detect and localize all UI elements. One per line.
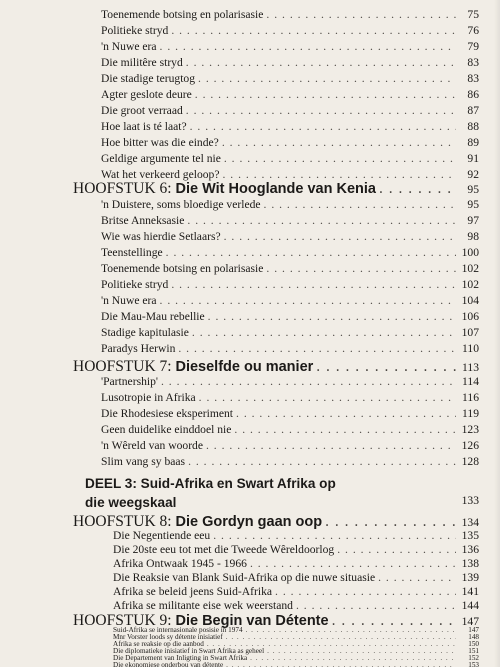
entry-page: 141 <box>461 585 479 598</box>
entry-page: 95 <box>467 198 479 211</box>
entry-page: 83 <box>467 72 479 85</box>
entry-page: 135 <box>461 529 479 542</box>
entry-title: Teenstellinge <box>101 246 163 259</box>
entry-page: 104 <box>461 294 479 307</box>
entry-page: 83 <box>467 56 479 69</box>
chapter-title: Die Begin van Détente <box>175 613 329 629</box>
part-heading-line1: DEEL 3: Suid-Afrika en Swart Afrika op <box>85 476 336 491</box>
entry-title: Wie was hierdie Setlaars? <box>101 230 221 243</box>
part-heading-line2: die weegskaal <box>85 495 177 510</box>
toc-entry <box>101 152 479 166</box>
entry-title: Afrika se militante eise wek weerstand <box>113 599 293 612</box>
entry-page: 75 <box>467 8 479 21</box>
toc-entry <box>101 326 479 340</box>
entry-title: Politieke stryd <box>101 24 169 37</box>
toc-entry <box>101 8 479 22</box>
entry-title: Die Negentiende eeu <box>113 529 211 542</box>
toc-entry <box>101 198 479 212</box>
entry-title: Lusotropie in Afrika <box>101 391 196 404</box>
toc-entry <box>101 310 479 324</box>
entry-title: 'Partnership' <box>101 375 158 388</box>
toc-entry <box>101 278 479 292</box>
entry-page: 116 <box>462 391 479 404</box>
chapter-title: Dieselfde ou manier <box>175 359 314 375</box>
entry-title: 'n Wêreld van woorde <box>101 439 203 452</box>
entry-title: Geen duidelike einddoel nie <box>101 423 232 436</box>
entry-title: Geldige argumente tel nie <box>101 152 221 165</box>
toc-entry <box>101 375 479 389</box>
entry-title: Politieke stryd <box>101 278 169 291</box>
chapter-label: HOOFSTUK 9: <box>73 612 172 629</box>
entry-page: 102 <box>461 262 479 275</box>
entry-page: 91 <box>467 152 479 165</box>
toc-entry <box>101 455 479 469</box>
entry-page: 136 <box>461 543 479 556</box>
chapter-page: 147 <box>461 615 479 628</box>
entry-page: 151 <box>468 647 479 655</box>
entry-title: Afrika se beleid jeens Suid-Afrika <box>113 585 273 598</box>
entry-page: 89 <box>467 136 479 149</box>
entry-page: 123 <box>461 423 479 436</box>
entry-title: Die Mau-Mau rebellie <box>101 310 205 323</box>
toc-entry <box>101 24 479 38</box>
entry-title: Afrika Ontwaak 1945 - 1966 <box>113 557 247 570</box>
entry-page: 139 <box>461 571 479 584</box>
toc-entry <box>101 407 479 421</box>
toc-entry <box>113 529 479 543</box>
entry-title: 'n Nuwe era <box>101 294 157 307</box>
entry-title: Agter geslote deure <box>101 88 192 101</box>
toc-entry <box>113 585 479 599</box>
entry-page: 148 <box>468 633 479 641</box>
entry-page: 79 <box>467 40 479 53</box>
chapter-heading-6 <box>73 180 479 198</box>
entry-page: 76 <box>467 24 479 37</box>
toc-entry <box>101 104 479 118</box>
entry-page: 102 <box>461 278 479 291</box>
toc-entry <box>101 214 479 228</box>
part-page: 133 <box>461 494 479 507</box>
entry-page: 153 <box>468 661 479 667</box>
toc-entry <box>101 342 479 356</box>
entry-page: 128 <box>461 455 479 468</box>
toc-entry <box>101 423 479 437</box>
chapter-label: HOOFSTUK 7: <box>73 358 172 375</box>
entry-title: Toenemende botsing en polarisasie <box>101 262 264 275</box>
entry-title: Britse Anneksasie <box>101 214 185 227</box>
toc-entry <box>113 599 479 613</box>
part-heading <box>85 474 336 512</box>
entry-page: 87 <box>467 104 479 117</box>
entry-page: 126 <box>461 439 479 452</box>
chapter-title: Die Wit Hooglande van Kenia <box>175 181 376 197</box>
chapter-page: 134 <box>461 516 479 529</box>
entry-page: 138 <box>461 557 479 570</box>
entry-title: Hoe laat is té laat? <box>101 120 187 133</box>
chapter-label: HOOFSTUK 6: <box>73 180 172 197</box>
entry-page: 152 <box>468 654 479 662</box>
toc-entry <box>113 543 479 557</box>
toc-entry <box>101 120 479 134</box>
toc-entry <box>101 40 479 54</box>
entry-title: 'n Duistere, soms bloedige verlede <box>101 198 261 211</box>
chapter-title: Die Gordyn gaan oop <box>175 514 323 530</box>
toc-entry <box>101 230 479 244</box>
entry-title: Die Departement van Inligting in Swart Afrika <box>113 654 248 662</box>
entry-title: Die 20ste eeu tot met die Tweede Wêreldoorlog <box>113 543 335 556</box>
entry-page: 144 <box>461 599 479 612</box>
page-edge-shadow <box>494 0 500 667</box>
toc-entry <box>101 72 479 86</box>
entry-page: 150 <box>468 640 479 648</box>
entry-title: 'n Nuwe era <box>101 40 157 53</box>
toc-entry <box>101 262 479 276</box>
toc-entry <box>101 294 479 308</box>
entry-title: Paradys Herwin <box>101 342 176 355</box>
entry-title: Stadige kapitulasie <box>101 326 189 339</box>
entry-page: 100 <box>461 246 479 259</box>
chapter-page: 95 <box>467 183 479 196</box>
entry-title: Toenemende botsing en polarisasie <box>101 8 264 21</box>
chapter-heading-7 <box>73 358 479 376</box>
entry-page: 98 <box>467 230 479 243</box>
toc-entry <box>101 88 479 102</box>
entry-title: Die Reaksie van Blank Suid-Afrika op die nuwe situasie <box>113 571 376 584</box>
entry-page: 147 <box>468 626 479 634</box>
entry-title: Suid-Afrika se internasionale posisie in 1974 <box>113 626 243 634</box>
chapter-page: 113 <box>462 361 479 374</box>
toc-entry <box>101 439 479 453</box>
entry-title: Die ekonomiese onderbou van détente <box>113 661 224 667</box>
entry-page: 86 <box>467 88 479 101</box>
toc-entry <box>101 136 479 150</box>
entry-title: Die stadige terugtog <box>101 72 196 85</box>
entry-title: Afrika se reaksie op die aanbod <box>113 640 204 648</box>
entry-page: 114 <box>462 375 479 388</box>
entry-title: Die groot verraad <box>101 104 183 117</box>
toc-entry <box>113 557 479 571</box>
entry-title: Die diplomatieke inisiatief in Swart Afrika as geheel <box>113 647 265 655</box>
entry-title: Die militêre stryd <box>101 56 183 69</box>
entry-title: Slim vang sy baas <box>101 455 186 468</box>
toc-entry <box>113 571 479 585</box>
toc-entry <box>101 246 479 260</box>
entry-page: 92 <box>467 168 479 181</box>
entry-title: Wat het verkeerd geloop? <box>101 168 220 181</box>
entry-title: Hoe bitter was die einde? <box>101 136 219 149</box>
entry-page: 97 <box>467 214 479 227</box>
entry-page: 119 <box>462 407 479 420</box>
chapter-label: HOOFSTUK 8: <box>73 513 172 530</box>
entry-page: 107 <box>461 326 479 339</box>
entry-title: Mnr Vorster loods sy détente inisiatief <box>113 633 223 641</box>
toc-entry <box>101 391 479 405</box>
toc-entry <box>101 56 479 70</box>
entry-page: 88 <box>467 120 479 133</box>
entry-page: 110 <box>462 342 479 355</box>
entry-title: Die Rhodesiese eksperiment <box>101 407 234 420</box>
entry-page: 106 <box>461 310 479 323</box>
